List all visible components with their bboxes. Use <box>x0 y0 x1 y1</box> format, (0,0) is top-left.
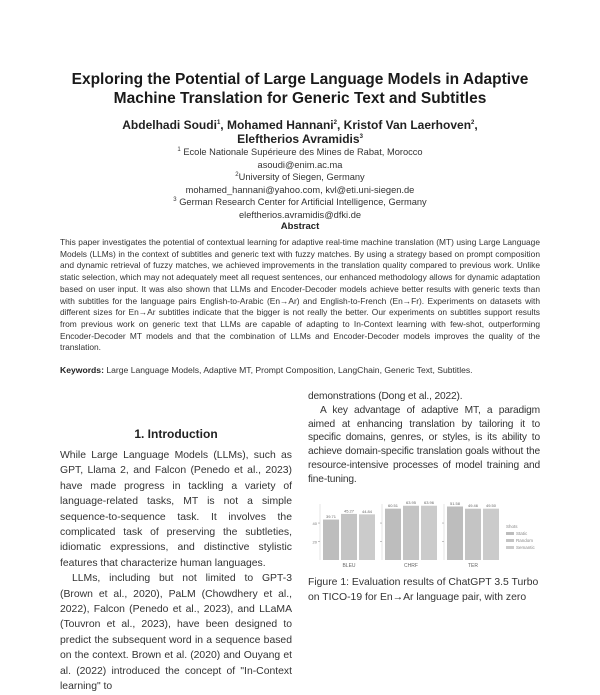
right-column <box>308 390 540 487</box>
bar <box>359 514 375 560</box>
figure-1-chart <box>308 496 540 572</box>
bar-value-label: 60.51 <box>387 503 399 509</box>
affiliation: $^3$ German Research Center for Artificial Intelligence, Germany <box>173 197 427 208</box>
panel-label: TER <box>468 563 478 569</box>
bar-value-label: 45.27 <box>343 508 355 514</box>
legend-label: Random <box>516 538 534 543</box>
author: Eleftherios Avramidis$^3$ <box>237 132 363 146</box>
bar <box>447 507 463 560</box>
paragraph: demonstrations (Dong et al., 2022). <box>308 391 463 402</box>
y-tick-label: 40 <box>312 521 317 527</box>
bar <box>465 509 481 560</box>
left-column <box>60 448 292 695</box>
paragraph: LLMs, including but not limited to GPT-3 (Brown et al., 2020), PaLM (Chowdhery et al., 2022), Falcon (Penedo et al., 2023), and LLaMA (Touvron et al., 2023), have been designed to predict the subsequent word in a sequence based on the context. Brown et al. (2020) and Ouyang et al. (2022) introduced the concept of "In-Context learning" to <box>60 573 292 693</box>
legend-swatch <box>506 532 514 535</box>
abstract-text: This paper investigates the potential of contextual learning for adaptive real-time machine translation (MT) using Large Language Models (LLMs) in the context of subtitles and generic text with fuzzy matches. By using a strategy based on prompt composition and dynamic retrieval of fuzzy matches, we achieved improvements in the translation quality compared to previous work. Unlike static selection, which may not adequately meet all request sentences, our enhanced methodology allows for dynamic adaptation based on user input. It was also shown that LLMs and Encoder-Decoder models achieve better results with generic texts than with subtitles for the language pairs English-to-Arabic (En→Ar) and English-to-French (En→Fr). Experiments on datasets with different sizes for En→Ar subtitles indicate that the bigger is not really the better. Our experiments on subtitles support results from previous work on generic text that LLMs are capable of adapting to In-Context learning with few-shot, outperforming Encoder-Decoder MT models and that the combination of LLMs and Encoder-Decoder models improves the quality of the translation. <box>60 237 540 353</box>
paper-title: Exploring the Potential of Large Language Models in Adaptive Machine Translation for Generic Text and Subtitles <box>71 71 529 107</box>
email: mohamed_hannani@yahoo.com, kvl@eti.uni-siegen.de <box>185 184 415 195</box>
bar <box>483 509 499 560</box>
bar-value-label: 49.50 <box>485 503 497 509</box>
abstract-heading: Abstract <box>280 221 320 232</box>
affiliation: $^1$ Ecole Nationale Supérieure des Mines de Rabat, Morocco <box>177 146 423 157</box>
bar-value-label: 63.95 <box>405 500 417 506</box>
legend-title: Shots <box>506 524 518 529</box>
author: Abdelhadi Soudi$^1$ <box>122 118 221 132</box>
bar-value-label: 49.46 <box>467 503 479 509</box>
bar <box>341 514 357 560</box>
legend-label: Semantic <box>516 545 535 550</box>
bar-value-label: 63.96 <box>423 500 435 506</box>
affiliations <box>60 146 540 222</box>
keywords: Keywords: Large Language Models, Adaptive MT, Prompt Composition, LangChain, Generic Text, Subtitles. <box>60 365 473 375</box>
legend-swatch <box>506 539 514 542</box>
paragraph: While Large Language Models (LLMs), such as GPT, Llama 2, and Falcon (Penedo et al., 2023) have made progress in tackling a variety of language-related tasks, MT is not a simple sequence-to-sequence task. It involves the complicated task of preserving the subtleties, idiomatic expressions, and distinctive stylistic features that characterize human languages. <box>60 450 292 569</box>
paragraph: A key advantage of adaptive MT, a paradigm aimed at enhancing translation by tailoring it to specific domains, genres, or styles, is its ability to achieve domain-specific translation goals without the resource-intensive processes of model training and fine-tuning. <box>308 404 540 485</box>
email: asoudi@enim.ac.ma <box>257 159 343 170</box>
bar <box>421 506 437 560</box>
bar <box>385 509 401 560</box>
figure-caption: Figure 1: Evaluation results of ChatGPT 3.5 Turbo on TICO-19 for En→Ar language pair, with zero <box>308 577 539 604</box>
bar-value-label: 51.58 <box>449 501 461 507</box>
section-heading: 1. Introduction <box>134 427 218 441</box>
bar <box>323 520 339 560</box>
email: eleftherios.avramidis@dfki.de <box>238 209 362 220</box>
panel-label: BLEU <box>342 563 356 569</box>
legend-label: Static <box>516 531 528 536</box>
affiliation: $^2$University of Siegen, Germany <box>235 172 365 183</box>
bar-value-label: 44.84 <box>361 508 373 514</box>
y-tick-label: 20 <box>312 539 317 545</box>
author-list: Abdelhadi Soudi$^1$, Mohamed Hannani$^2$, Kristof Van Laerhoven$^2$, Eleftherios Avramidis$^3$ <box>122 118 478 146</box>
legend-swatch <box>506 546 514 549</box>
panel-label: CHRF <box>404 563 418 569</box>
author: Mohamed Hannani$^2$ <box>226 118 337 132</box>
bar <box>403 506 419 560</box>
author: Kristof Van Laerhoven$^2$ <box>343 118 475 132</box>
bar-value-label: 39.71 <box>325 514 337 520</box>
